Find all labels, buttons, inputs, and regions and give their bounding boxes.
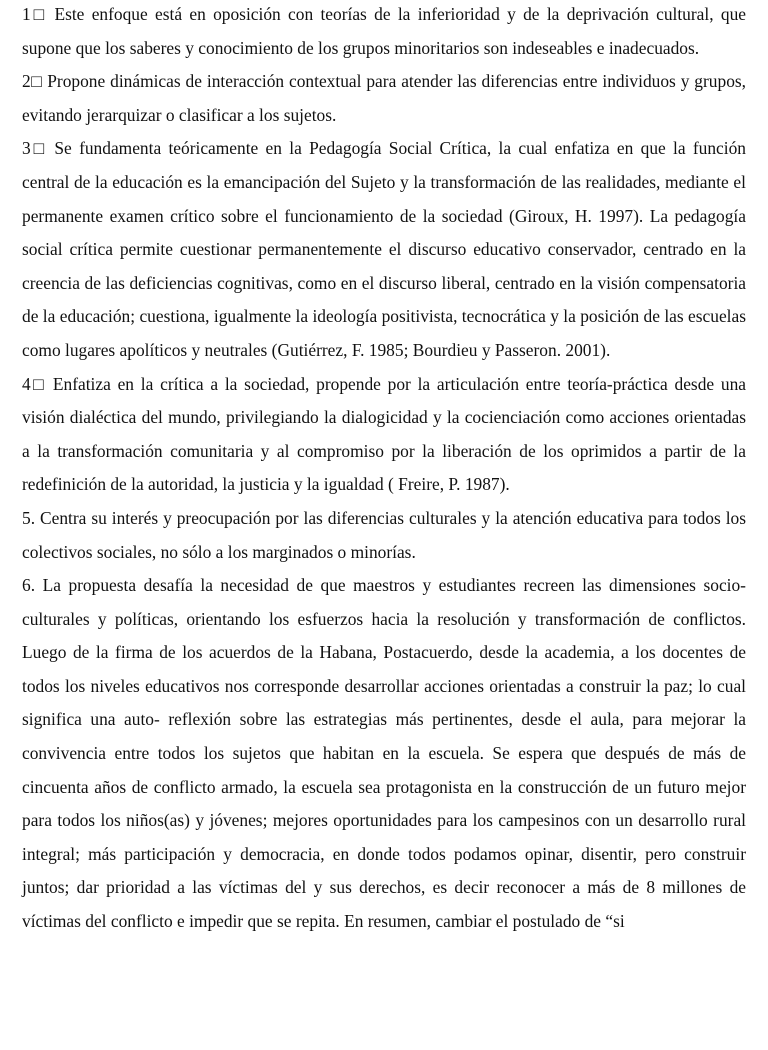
item-marker: 6. xyxy=(22,575,36,596)
paragraph-item-5 xyxy=(22,502,746,569)
paragraph-item-6 xyxy=(22,569,746,939)
document-page xyxy=(22,0,746,939)
item-marker: 1□ xyxy=(22,4,48,24)
item-text: Centra su interés y preocupación por las diferencias culturales y la atención educativa para todos los colectivos sociales, no sólo a los marginados o minorías. xyxy=(22,507,746,562)
item-marker: 4□ xyxy=(22,373,47,394)
item-marker: 3□ xyxy=(22,138,48,159)
item-text: Enfatiza en la crítica a la sociedad, propende por la articulación entre teoría-práctica desde una visión dialéctica del mundo, privilegiando la dialogicidad y la cocienciación como acciones orientadas a la transformación comunitaria y al compromiso por la liberación de los oprimidos a partir de la redefinición de la autoridad, la justicia y la igualdad ( Freire, P. 1987). xyxy=(22,373,747,495)
paragraph-item-4 xyxy=(22,368,746,502)
paragraph-item-2 xyxy=(22,65,746,132)
item-text: Se fundamenta teóricamente en la Pedagogía Social Crítica, la cual enfatiza en que la función central de la educación es la emancipación del Sujeto y la transformación de las realidades, mediante el permanente examen crítico sobre el funcionamiento de la sociedad (Giroux, H. 1997). La pedagogía social crítica permite cuestionar permanentemente el discurso educativo conservador, centrado en la creencia de las deficiencias cognitivas, como en el discurso liberal, centrado en la visión compensatoria de la educación; cuestiona, igualmente la ideología positivista, tecnocrática y la posición de las escuelas como lugares apolíticos y neutrales (Gutiérrez, F. 1985; Bourdieu y Passeron. 2001). xyxy=(22,138,746,360)
item-text: Propone dinámicas de interacción contextual para atender las diferencias entre individuos y grupos, evitando jerarquizar o clasificar a los sujetos. xyxy=(22,71,746,125)
paragraph-item-1 xyxy=(22,0,746,65)
item-marker: 5. xyxy=(22,507,36,528)
item-marker: 2□ xyxy=(22,71,43,92)
paragraph-item-3 xyxy=(22,132,746,367)
item-text: La propuesta desafía la necesidad de que maestros y estudiantes recreen las dimensiones socio-culturales y políticas, orientando los esfuerzos hacia la resolución y transformación de conflictos. Luego de la firma de los acuerdos de la Habana, Postacuerdo, desde la academia, a los docentes de todos los niveles educativos nos corresponde desarrollar acciones orientadas a construir la paz; lo cual significa una auto- reflexión sobre las estrategias más pertinentes, desde el aula, para mejorar la convivencia entre todos los sujetos que habitan en la escuela. Se espera que después de más de cincuenta años de conflicto armado, la escuela sea protagonista en la construcción de un futuro mejor para todos los niños(as) y jóvenes; mejores oportunidades para los campesinos con un desarrollo rural integral; más participación y democracia, en donde todos podamos opinar, disentir, pero construir juntos; dar prioridad a las víctimas del y sus derechos, es decir reconocer a más de 8 millones de víctimas del conflicto e impedir que se repita. En resumen, cambiar el postulado de “si xyxy=(22,575,746,932)
item-text: Este enfoque está en oposición con teorías de la inferioridad y de la deprivación cultural, que supone que los saberes y conocimiento de los grupos minoritarios son indeseables e inadecuados. xyxy=(22,4,746,58)
